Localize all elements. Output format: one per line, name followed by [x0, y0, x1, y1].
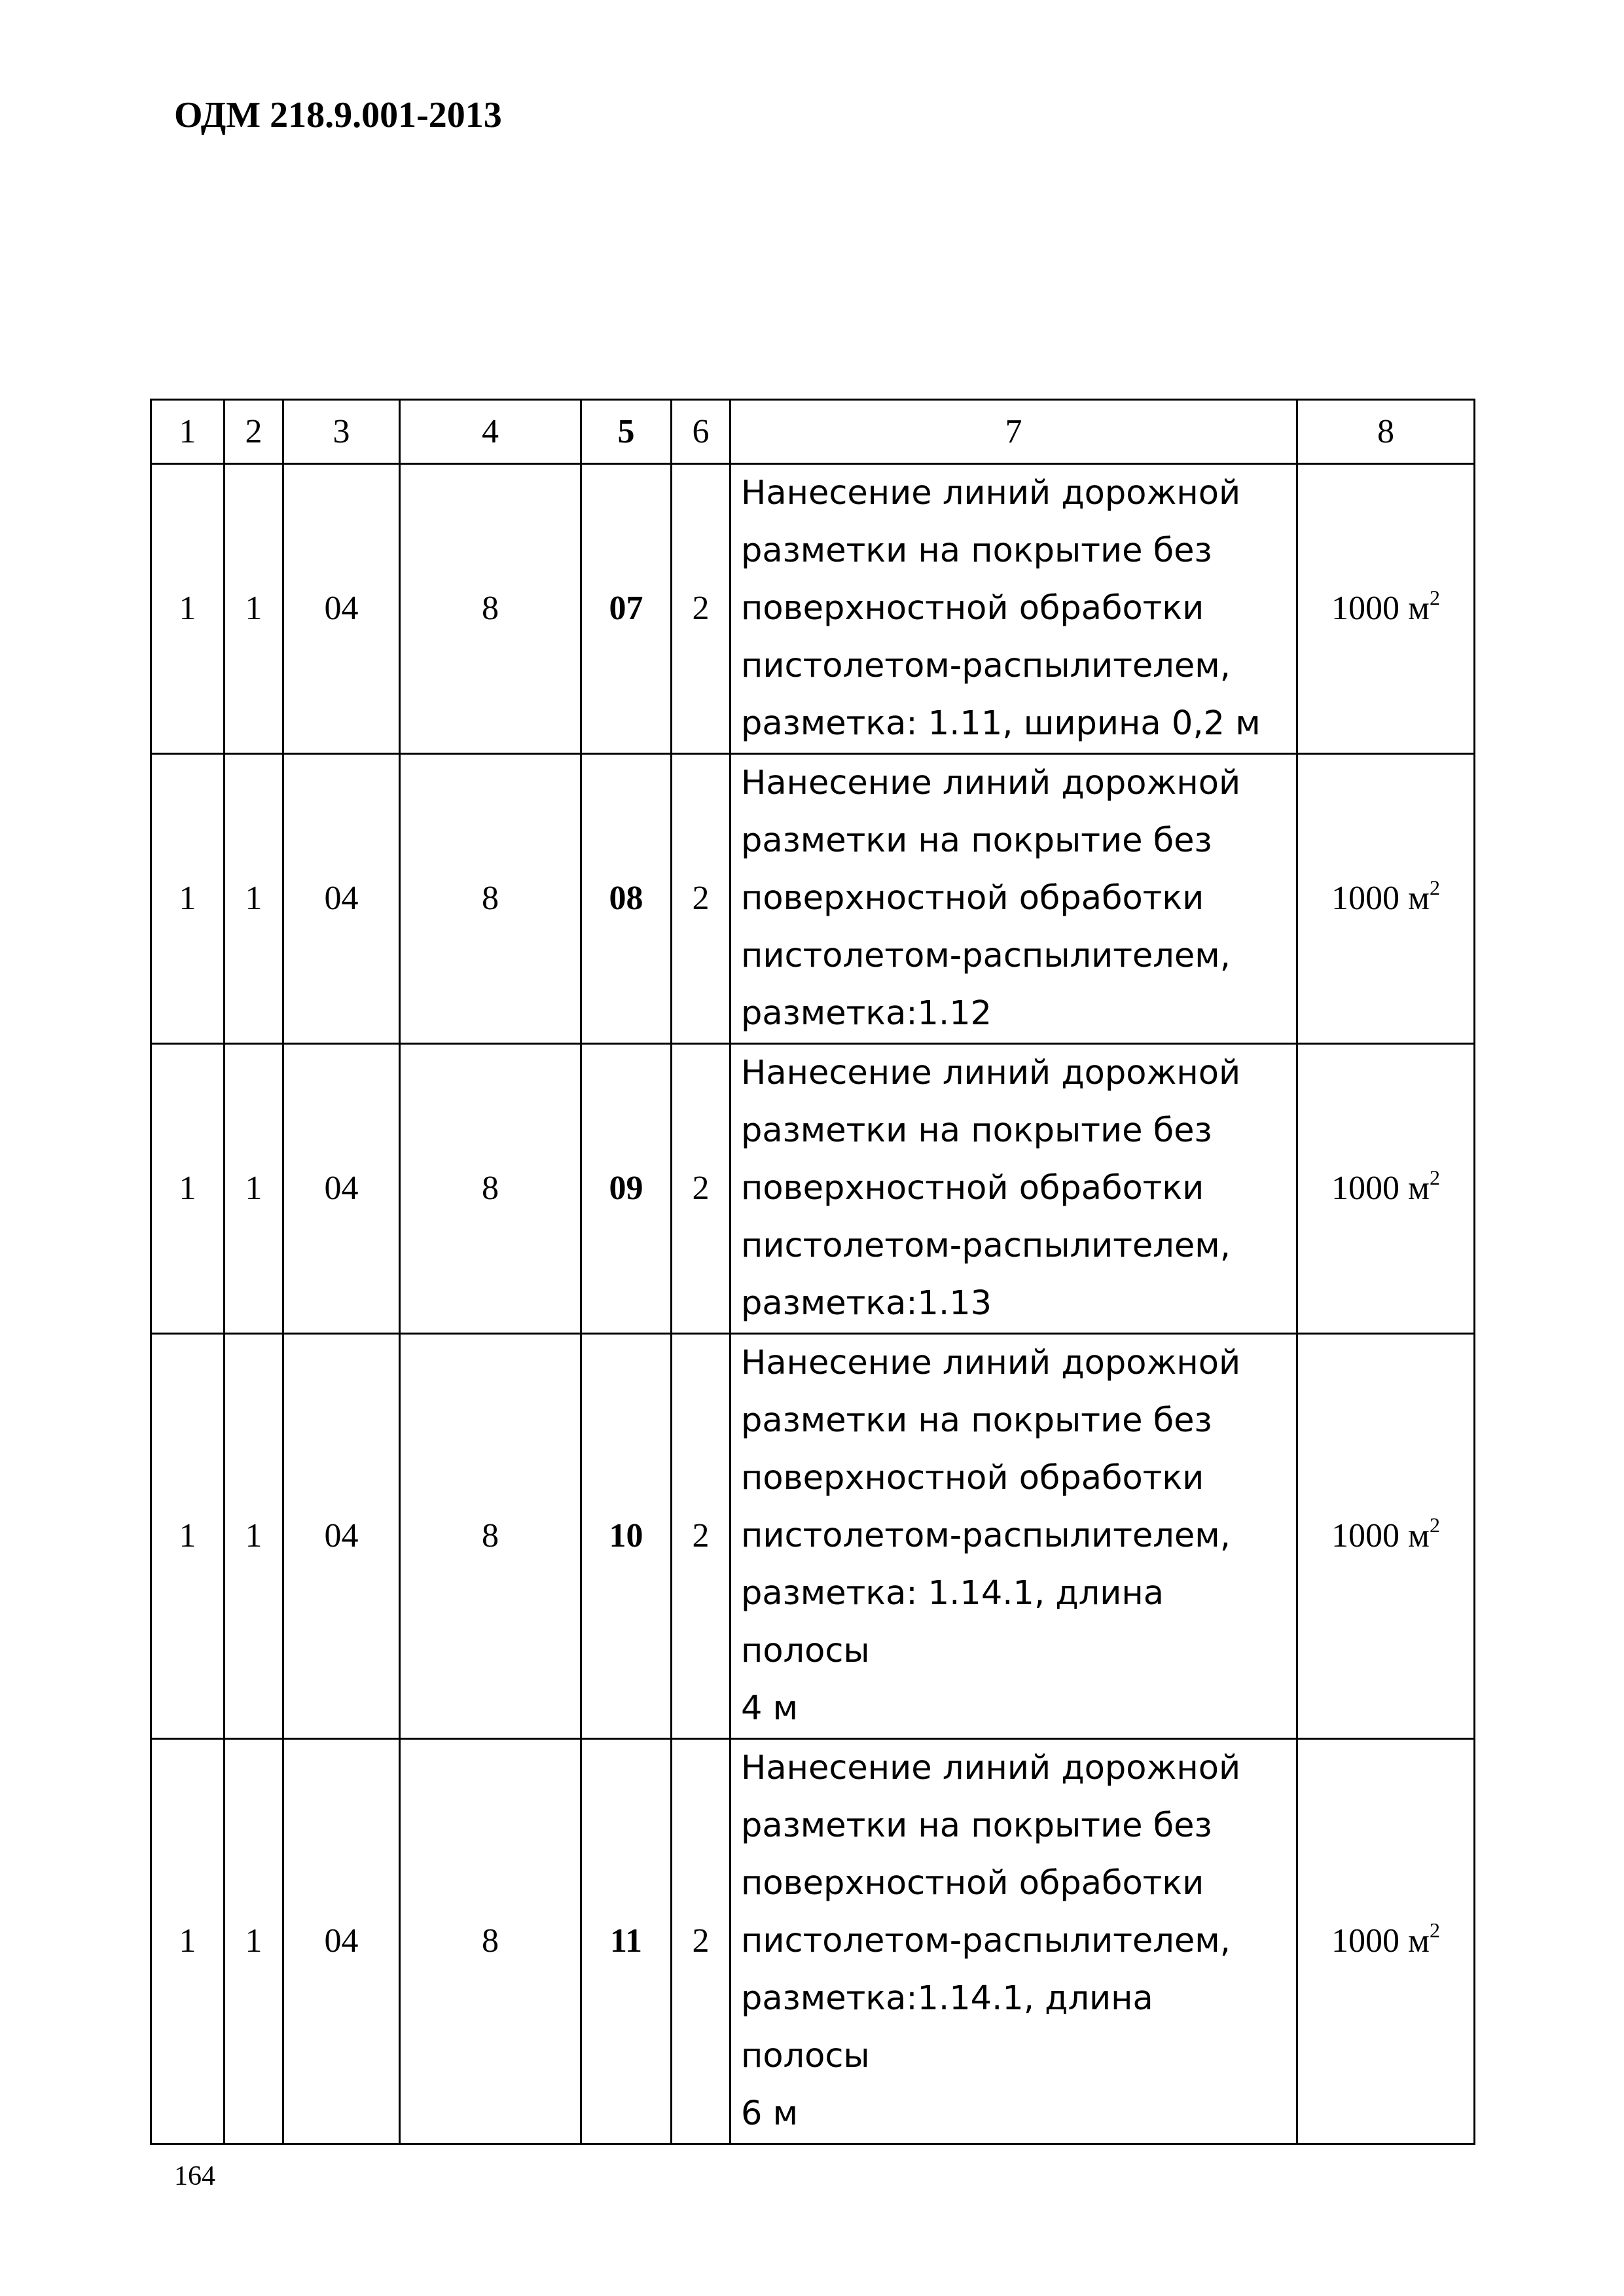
cell-col-4: 8: [400, 1044, 581, 1334]
description-line: поверхностной обработки: [741, 1864, 1204, 1903]
unit-text: 1000 м: [1331, 1922, 1430, 1960]
cell-col-5: 09: [581, 1044, 672, 1334]
description-line: разметка:1.12: [741, 994, 992, 1033]
unit-exponent: 2: [1429, 1513, 1440, 1537]
cell-col-4: 8: [400, 754, 581, 1044]
description-line: разметки на покрытие без: [741, 1111, 1212, 1150]
cell-col-4: 8: [400, 464, 581, 754]
description-line: разметки на покрытие без: [741, 821, 1212, 860]
cell-col-3: 04: [283, 464, 400, 754]
cell-col-2: 1: [225, 1739, 283, 2144]
unit-text: 1000 м: [1331, 1517, 1430, 1554]
measurement-unit: [1297, 1334, 1475, 1739]
description-line: поверхностной обработки: [741, 589, 1204, 628]
cell-col-3: 04: [283, 1334, 400, 1739]
measurement-unit: [1297, 1044, 1475, 1334]
description-line: разметка: 1.14.1, длина полосы: [741, 1574, 1164, 1670]
cell-col-6: 2: [672, 464, 731, 754]
column-number-8: 8: [1297, 400, 1475, 464]
table-row: [151, 464, 1475, 754]
unit-exponent: 2: [1429, 1166, 1440, 1189]
description-line: Нанесение линий дорожной: [741, 1344, 1241, 1382]
cell-col-2: 1: [225, 464, 283, 754]
cell-col-6: 2: [672, 1739, 731, 2144]
description-line: разметки на покрытие без: [741, 1401, 1212, 1440]
description-line: разметка: 1.11, ширина 0,2 м: [741, 704, 1261, 743]
page-number: 164: [174, 2161, 215, 2191]
table-row: [151, 1044, 1475, 1334]
description-line: поверхностной обработки: [741, 1459, 1204, 1498]
description-line: Нанесение линий дорожной: [741, 1749, 1241, 1787]
cell-col-4: 8: [400, 1334, 581, 1739]
column-number-2: 2: [225, 400, 283, 464]
cell-col-1: 1: [151, 754, 225, 1044]
cell-col-3: 04: [283, 754, 400, 1044]
unit-text: 1000 м: [1331, 590, 1430, 627]
column-number-7: 7: [731, 400, 1297, 464]
cell-col-6: 2: [672, 1334, 731, 1739]
column-number-3: 3: [283, 400, 400, 464]
description-line: Нанесение линий дорожной: [741, 1054, 1241, 1092]
column-number-5: 5: [581, 400, 672, 464]
measurement-unit: [1297, 754, 1475, 1044]
table-row: [151, 1739, 1475, 2144]
unit-exponent: 2: [1429, 1918, 1440, 1942]
column-number-6: 6: [672, 400, 731, 464]
description-line: 6 м: [741, 2094, 799, 2133]
description-line: разметка:1.14.1, длина полосы: [741, 1979, 1153, 2075]
description-line: 4 м: [741, 1689, 799, 1728]
work-description: [731, 1334, 1297, 1739]
cell-col-1: 1: [151, 1044, 225, 1334]
table-row: [151, 1334, 1475, 1739]
description-line: пистолетом-распылителем,: [741, 647, 1231, 685]
cell-col-1: 1: [151, 1334, 225, 1739]
cell-col-5: 10: [581, 1334, 672, 1739]
cell-col-6: 2: [672, 754, 731, 1044]
cell-col-2: 1: [225, 754, 283, 1044]
description-line: пистолетом-распылителем,: [741, 1516, 1231, 1555]
cell-col-2: 1: [225, 1334, 283, 1739]
cell-col-2: 1: [225, 1044, 283, 1334]
cell-col-3: 04: [283, 1739, 400, 2144]
description-line: пистолетом-распылителем,: [741, 1922, 1231, 1960]
column-number-1: 1: [151, 400, 225, 464]
cell-col-5: 07: [581, 464, 672, 754]
unit-exponent: 2: [1429, 586, 1440, 609]
unit-text: 1000 м: [1331, 1170, 1430, 1207]
cell-col-1: 1: [151, 464, 225, 754]
description-line: Нанесение линий дорожной: [741, 764, 1241, 802]
description-line: разметка:1.13: [741, 1284, 992, 1323]
classification-table: [150, 399, 1475, 2145]
work-description: [731, 1739, 1297, 2144]
cell-col-3: 04: [283, 1044, 400, 1334]
description-line: поверхностной обработки: [741, 1169, 1204, 1208]
description-line: Нанесение линий дорожной: [741, 474, 1241, 512]
column-number-row: [151, 400, 1475, 464]
description-line: пистолетом-распылителем,: [741, 937, 1231, 975]
cell-col-4: 8: [400, 1739, 581, 2144]
description-line: поверхностной обработки: [741, 879, 1204, 918]
description-line: пистолетом-распылителем,: [741, 1227, 1231, 1265]
description-line: разметки на покрытие без: [741, 1806, 1212, 1845]
description-line: разметки на покрытие без: [741, 531, 1212, 570]
cell-col-1: 1: [151, 1739, 225, 2144]
document-code-header: ОДМ 218.9.001-2013: [174, 95, 502, 135]
cell-col-5: 08: [581, 754, 672, 1044]
table-row: [151, 754, 1475, 1044]
measurement-unit: [1297, 464, 1475, 754]
measurement-unit: [1297, 1739, 1475, 2144]
unit-exponent: 2: [1429, 876, 1440, 899]
unit-text: 1000 м: [1331, 880, 1430, 917]
work-description: [731, 464, 1297, 754]
cell-col-6: 2: [672, 1044, 731, 1334]
work-description: [731, 1044, 1297, 1334]
work-description: [731, 754, 1297, 1044]
column-number-4: 4: [400, 400, 581, 464]
cell-col-5: 11: [581, 1739, 672, 2144]
